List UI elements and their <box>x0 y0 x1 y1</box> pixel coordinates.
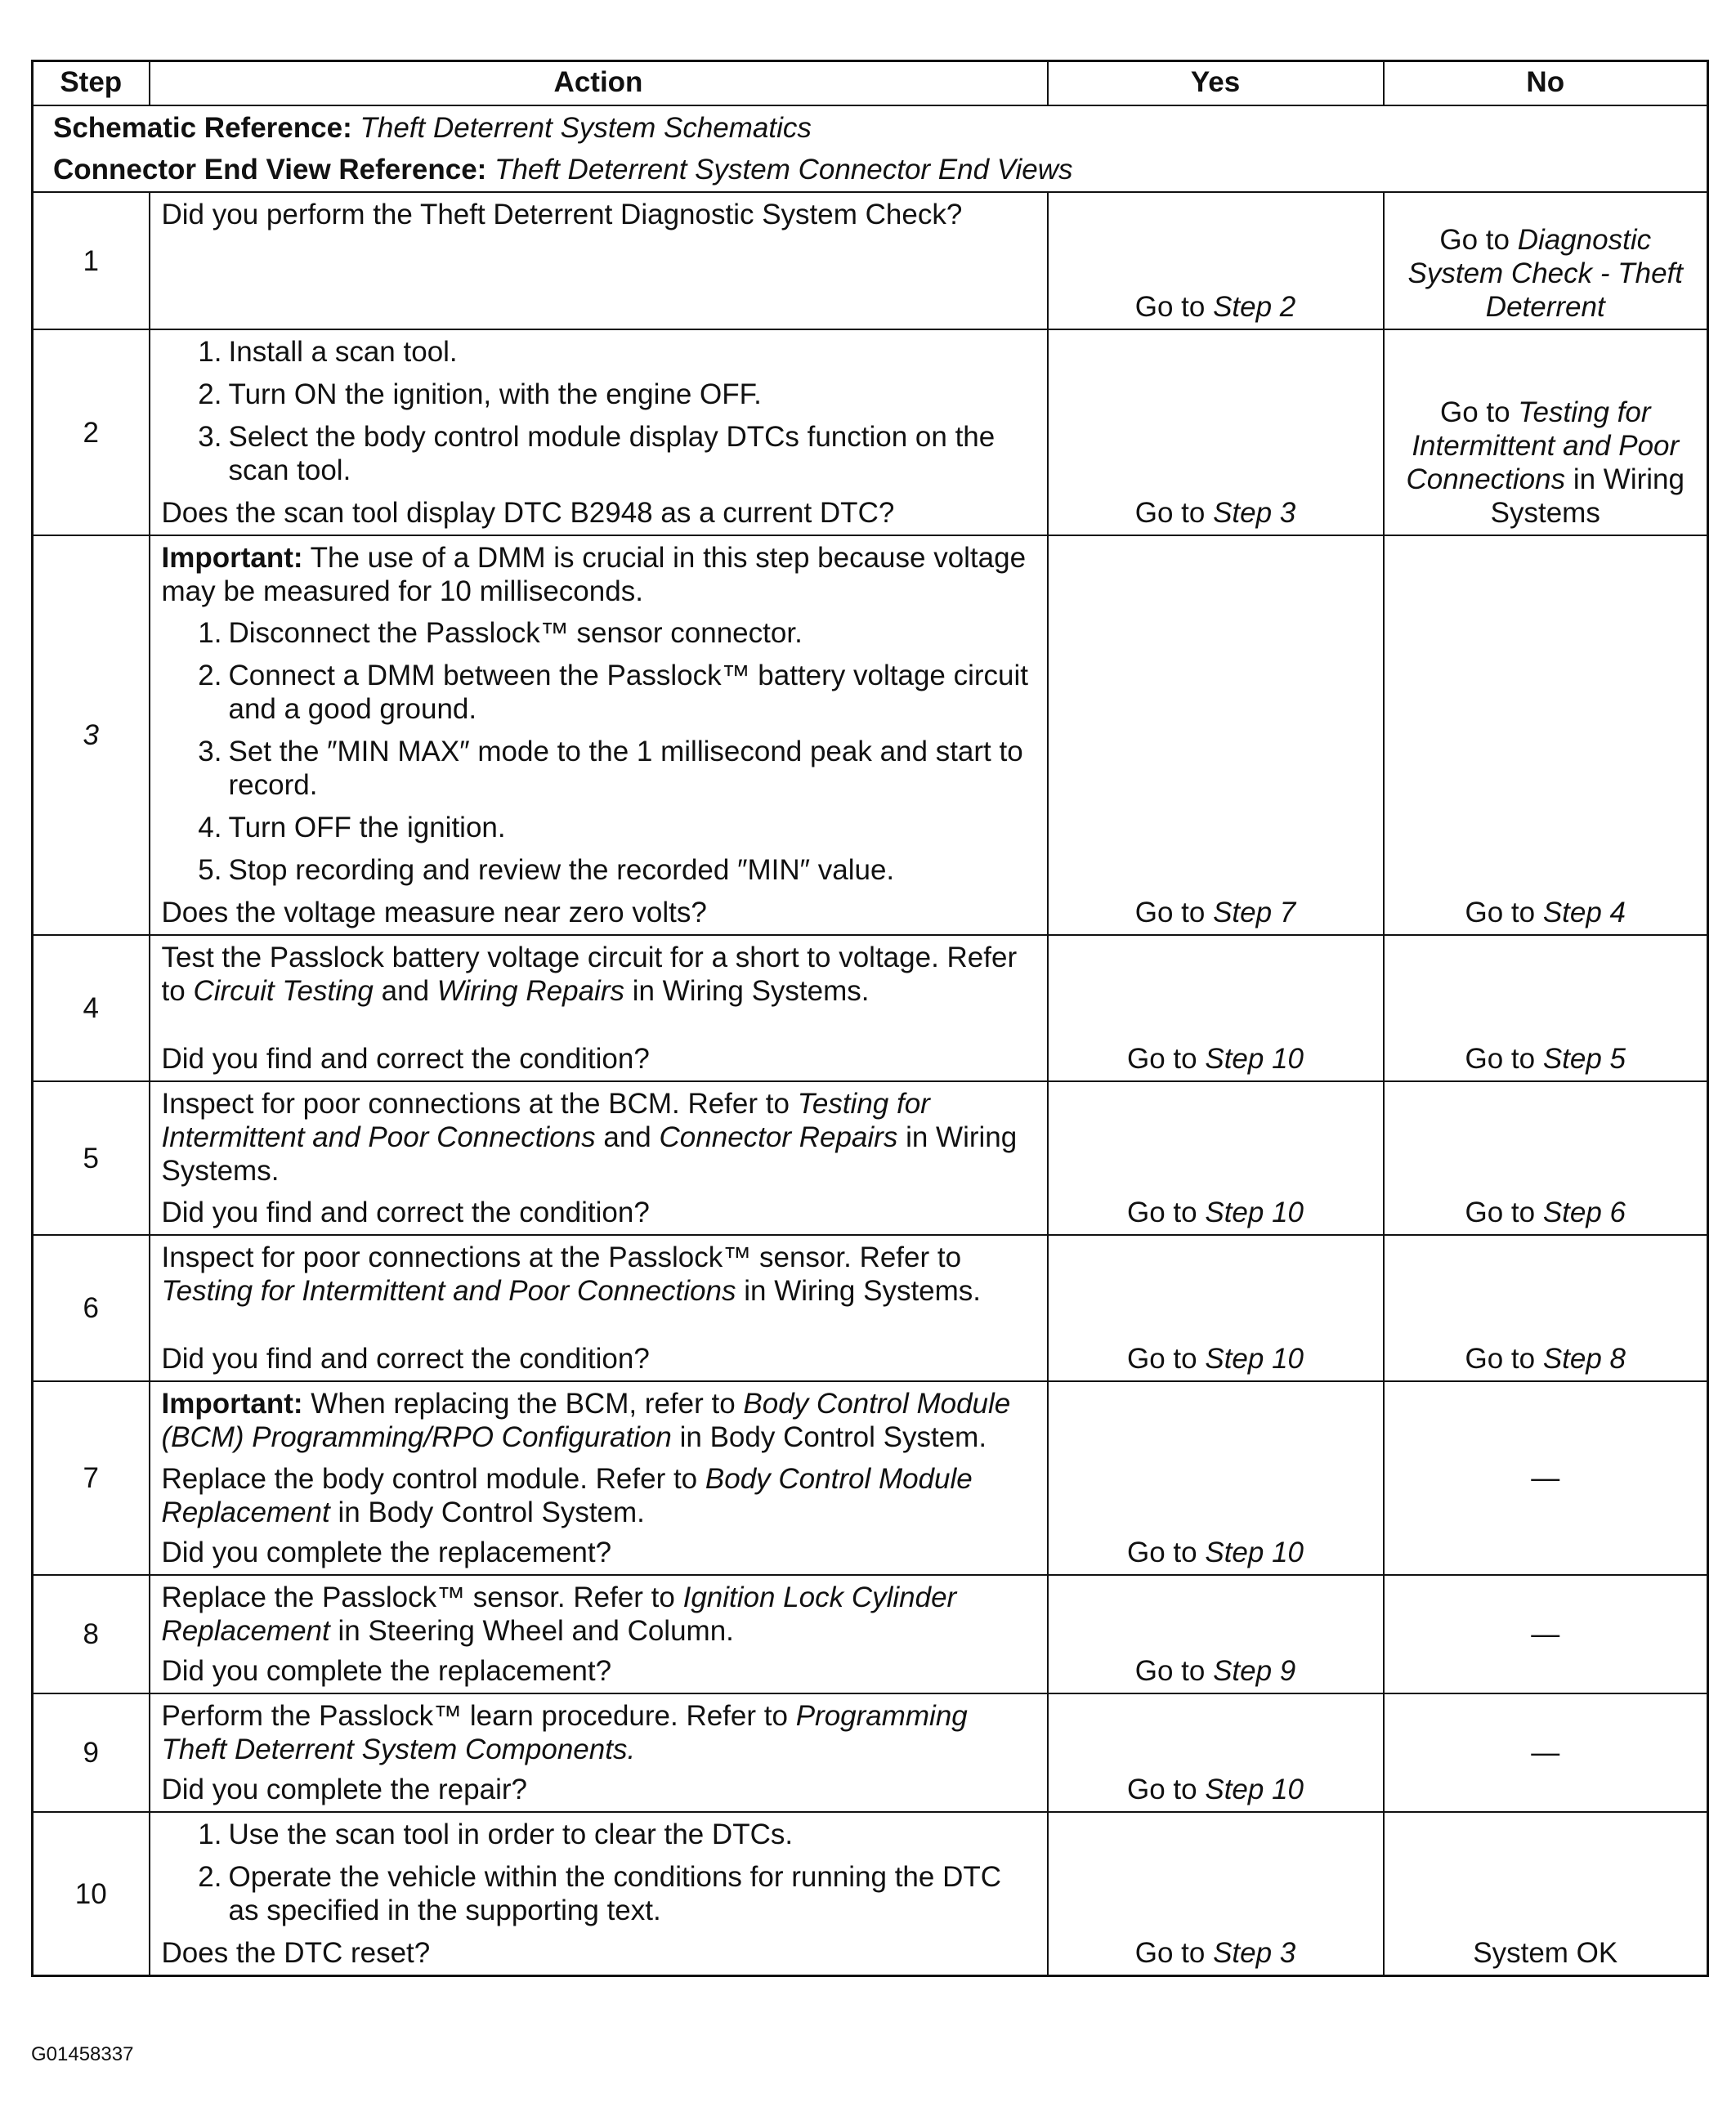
no-cell: Go to Step 5 <box>1384 935 1708 1081</box>
testing-intermittent-link[interactable]: Testing for Intermittent and Poor Connections <box>161 1275 736 1307</box>
yes-cell: Go to Step 10 <box>1048 1081 1384 1235</box>
action-instruction: Inspect for poor connections at the BCM. Refer to Testing for Intermittent and Poor Connections and Connector Repairs in Wiring Systems. <box>161 1088 1018 1187</box>
list-item: 2. Turn ON the ignition, with the engine OFF. <box>198 378 762 410</box>
action-instruction: Replace the body control module. Refer to Body Control Module Replacement in Body Control System. <box>161 1463 973 1528</box>
table-row <box>33 1575 1708 1693</box>
step-number: 3 <box>33 535 150 935</box>
no-cell: — <box>1384 1575 1708 1693</box>
action-cell <box>150 1575 1048 1693</box>
action-instruction: Inspect for poor connections at the Passlock™ sensor. Refer to Testing for Intermittent and Poor Connections in Wiring Systems. <box>161 1241 982 1307</box>
yes-cell: Go to Step 3 <box>1048 329 1384 535</box>
no-cell: Go to Testing for Intermittent and Poor Connections in Wiring Systems <box>1384 329 1708 535</box>
no-cell: System OK <box>1384 1812 1708 1976</box>
programming-components-link[interactable]: Programming Theft Deterrent System Components. <box>161 1700 968 1765</box>
list-item: 4. Turn OFF the ignition. <box>198 812 506 843</box>
action-question: Does the scan tool display DTC B2948 as a current DTC? <box>161 497 895 529</box>
list-item: 1. Install a scan tool. <box>198 336 458 368</box>
no-reference-link[interactable]: Diagnostic System Check - Theft Deterrent <box>1407 224 1683 323</box>
list-item: 3. Select the body control module display DTCs function on the scan tool. <box>198 421 996 486</box>
action-question: Did you find and correct the condition? <box>161 1343 650 1375</box>
action-instruction: Perform the Passlock™ learn procedure. Refer to Programming Theft Deterrent System Components. <box>161 1700 968 1765</box>
reference-row <box>33 105 1708 192</box>
table-row <box>33 1081 1708 1235</box>
yes-step-link[interactable]: Step 10 <box>1205 1043 1304 1075</box>
figure-id: G01458337 <box>31 2043 134 2065</box>
yes-step-link[interactable]: Step 10 <box>1205 1537 1304 1568</box>
no-cell: Go to Step 8 <box>1384 1235 1708 1381</box>
no-step-link[interactable]: Step 8 <box>1542 1343 1626 1375</box>
action-instruction: Test the Passlock battery voltage circuit for a short to voltage. Refer to Circuit Testing and Wiring Repairs in Wiring Systems. <box>161 942 1018 1007</box>
yes-step-link[interactable]: Step 3 <box>1213 1937 1296 1969</box>
yes-cell: Go to Step 10 <box>1048 1381 1384 1575</box>
list-item: 1. Disconnect the Passlock™ sensor connector. <box>198 617 803 649</box>
procedure-list <box>162 616 1036 887</box>
action-question: Does the DTC reset? <box>161 1937 431 1969</box>
yes-cell: Go to Step 10 <box>1048 1693 1384 1812</box>
step-number: 7 <box>33 1381 150 1575</box>
yes-step-link[interactable]: Step 2 <box>1213 291 1296 323</box>
yes-cell: Go to Step 9 <box>1048 1575 1384 1693</box>
header-action: Action <box>150 61 1048 106</box>
header-step: Step <box>33 61 150 106</box>
diagnostic-table-container <box>31 60 1707 1977</box>
schematic-reference-label: Schematic Reference: <box>53 112 352 144</box>
action-question: Did you complete the replacement? <box>161 1655 612 1687</box>
step-number: 8 <box>33 1575 150 1693</box>
yes-cell: Go to Step 10 <box>1048 935 1384 1081</box>
table-row <box>33 935 1708 1081</box>
connector-reference-label: Connector End View Reference: <box>53 154 487 186</box>
connector-repairs-link[interactable]: Connector Repairs <box>659 1121 898 1153</box>
important-note: Important: When replacing the BCM, refer to Body Control Module (BCM) Programming/RPO Configuration in Body Control System. <box>161 1388 1011 1453</box>
wiring-repairs-link[interactable]: Wiring Repairs <box>436 975 624 1007</box>
important-note: Important: The use of a DMM is crucial in this step because voltage may be measured for 10 milliseconds. <box>161 542 1027 607</box>
table-row <box>33 1381 1708 1575</box>
list-item: 2. Operate the vehicle within the conditions for running the DTC as specified in the supporting text. <box>198 1861 1002 1926</box>
action-question: Did you find and correct the condition? <box>161 1043 650 1075</box>
table-row <box>33 329 1708 535</box>
circuit-testing-link[interactable]: Circuit Testing <box>193 975 374 1007</box>
step-number: 10 <box>33 1812 150 1976</box>
schematic-reference-link[interactable]: Theft Deterrent System Schematics <box>360 112 812 144</box>
action-question: Did you complete the replacement? <box>161 1537 612 1568</box>
table-row <box>33 1693 1708 1812</box>
schematic-reference <box>53 111 1687 145</box>
list-item: 3. Set the ″MIN MAX″ mode to the 1 millisecond peak and start to record. <box>198 736 1023 801</box>
yes-cell: Go to Step 3 <box>1048 1812 1384 1976</box>
no-cell: Go to Step 6 <box>1384 1081 1708 1235</box>
procedure-list <box>162 335 1036 487</box>
no-step-link[interactable]: Step 5 <box>1542 1043 1626 1075</box>
diagnostic-table <box>31 60 1709 1977</box>
action-instruction: Replace the Passlock™ sensor. Refer to Ignition Lock Cylinder Replacement in Steering Wheel and Column. <box>161 1581 957 1647</box>
no-step-link[interactable]: Step 4 <box>1542 897 1626 928</box>
header-yes: Yes <box>1048 61 1384 106</box>
action-cell <box>150 935 1048 1081</box>
yes-step-link[interactable]: Step 10 <box>1205 1197 1304 1228</box>
no-cell: — <box>1384 1693 1708 1812</box>
yes-step-link[interactable]: Step 7 <box>1213 897 1296 928</box>
action-cell <box>150 535 1048 935</box>
connector-reference <box>53 153 1687 186</box>
no-cell: Go to Diagnostic System Check - Theft Deterrent <box>1384 192 1708 329</box>
step-number: 1 <box>33 192 150 329</box>
action-cell <box>150 1081 1048 1235</box>
bcm-replacement-link[interactable]: Body Control Module Replacement <box>161 1463 973 1528</box>
action-question: Does the voltage measure near zero volts? <box>161 897 707 928</box>
table-row <box>33 1235 1708 1381</box>
no-cell: — <box>1384 1381 1708 1575</box>
ignition-lock-link[interactable]: Ignition Lock Cylinder Replacement <box>161 1581 957 1647</box>
action-question: Did you find and correct the condition? <box>161 1197 650 1228</box>
yes-cell: Go to Step 7 <box>1048 535 1384 935</box>
action-cell <box>150 192 1048 329</box>
no-step-link[interactable]: Step 6 <box>1542 1197 1626 1228</box>
yes-step-link[interactable]: Step 3 <box>1213 497 1296 529</box>
step-number: 4 <box>33 935 150 1081</box>
yes-cell: Go to Step 10 <box>1048 1235 1384 1381</box>
table-row <box>33 192 1708 329</box>
step-number: 2 <box>33 329 150 535</box>
action-cell <box>150 329 1048 535</box>
table-row <box>33 1812 1708 1976</box>
action-cell <box>150 1235 1048 1381</box>
yes-step-link[interactable]: Step 9 <box>1213 1655 1296 1687</box>
connector-reference-link[interactable]: Theft Deterrent System Connector End Views <box>494 154 1073 186</box>
action-question: Did you perform the Theft Deterrent Diagnostic System Check? <box>161 199 963 230</box>
no-cell: Go to Step 4 <box>1384 535 1708 935</box>
no-reference-link[interactable]: Testing for Intermittent and Poor Connections <box>1406 396 1680 495</box>
reference-cell <box>33 105 1708 192</box>
yes-cell: Go to Step 2 <box>1048 192 1384 329</box>
list-item: 1. Use the scan tool in order to clear the DTCs. <box>198 1819 794 1850</box>
yes-step-link[interactable]: Step 10 <box>1205 1774 1304 1805</box>
action-cell <box>150 1381 1048 1575</box>
list-item: 2. Connect a DMM between the Passlock™ battery voltage circuit and a good ground. <box>198 660 1028 725</box>
header-row <box>33 61 1708 106</box>
list-item: 5. Stop recording and review the recorded ″MIN″ value. <box>198 854 895 886</box>
header-no: No <box>1384 61 1708 106</box>
testing-intermittent-link[interactable]: Testing for Intermittent and Poor Connections <box>161 1088 930 1153</box>
procedure-list <box>162 1818 1036 1927</box>
step-number: 6 <box>33 1235 150 1381</box>
action-cell <box>150 1693 1048 1812</box>
yes-step-link[interactable]: Step 10 <box>1205 1343 1304 1375</box>
table-row <box>33 535 1708 935</box>
action-question: Did you complete the repair? <box>161 1774 527 1805</box>
bcm-programming-link[interactable]: Body Control Module (BCM) Programming/RPO Configuration <box>161 1388 1011 1453</box>
step-number: 9 <box>33 1693 150 1812</box>
step-number: 5 <box>33 1081 150 1235</box>
action-cell <box>150 1812 1048 1976</box>
